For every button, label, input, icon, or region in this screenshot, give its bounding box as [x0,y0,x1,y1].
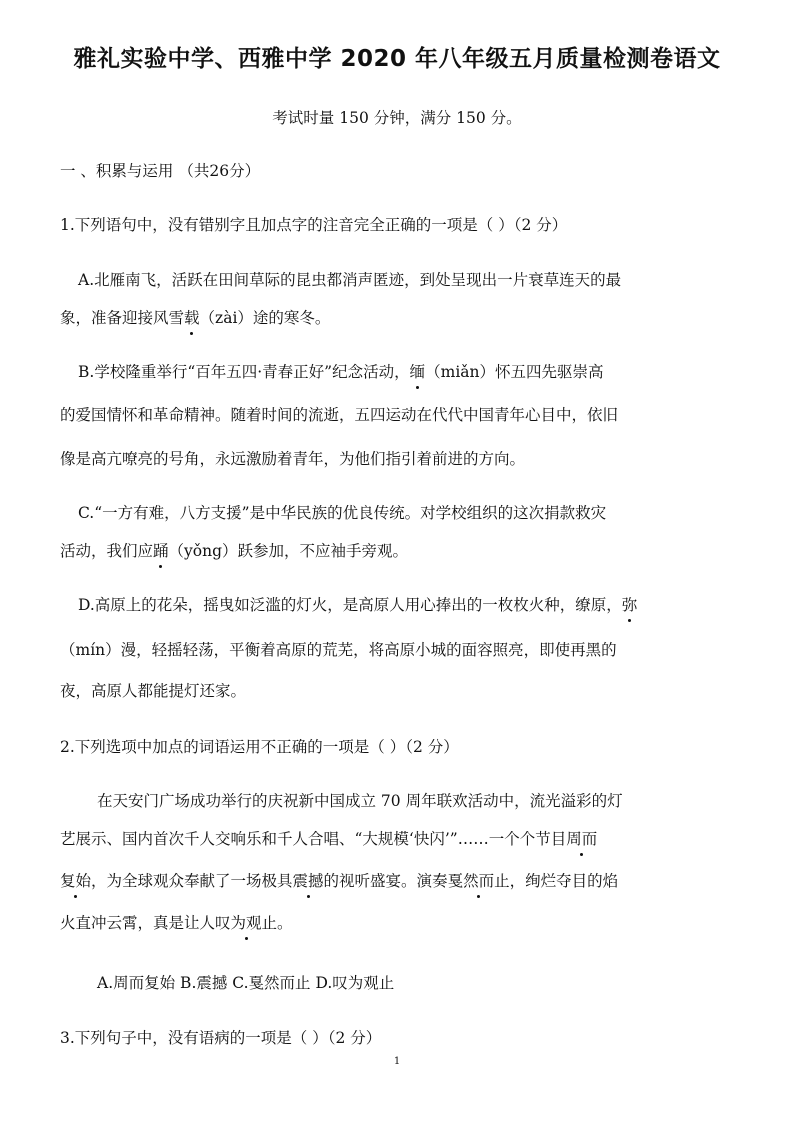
text-segment: B.学校隆重举行“百年五四·青春正好”纪念活动， [78,363,410,381]
text-segment: D.高原上的花朵，摇曳如泛滥的灯火，是高原人用心捧出的一枚枚火种，缭原， [78,596,622,614]
dotted-character: 弥 [621,596,638,614]
text-segment: 火直冲云霄，真是让人 [60,914,216,932]
text-segment: 活动，我们应 [60,542,154,560]
text-segment: 艺展示、国内首次千人交响乐和千人合唱、“大规模‘快闪’”……一个个节目 [60,830,567,848]
question-3-stem: 3.下列句子中，没有语病的一项是（ ）（2 分） [60,1029,382,1047]
q1-option-a-line-2 [60,307,330,329]
q1-option-d-line-2: （mín）漫，轻摇轻荡，平衡着高原的荒芜，将高原小城的面容照亮，即使再黑的 [60,641,617,659]
q2-passage-line-4 [60,912,293,934]
q2-passage-line-3 [60,870,618,892]
q1-option-c-line-1: C.“一方有难，八方支援”是中华民族的优良传统。对学校组织的这次捐款救灾 [78,504,607,522]
dotted-character: 复始 [60,872,92,890]
dotted-character: 载 [184,309,200,327]
q1-option-d-line-3: 夜，高原人都能提灯还家。 [60,682,247,700]
text-segment: ，绚烂夺目的焰 [509,872,619,890]
exam-title: 雅礼实验中学、西雅中学 2020 年八年级五月质量检测卷语文 [73,46,721,72]
q2-passage-line-1: 在天安门广场成功举行的庆祝新中国成立 70 周年联欢活动中，流光溢彩的灯 [97,792,623,810]
q1-option-d-line-1 [78,594,637,616]
dotted-character: 踊 [153,542,169,560]
text-segment: （zài）途的寒冬。 [199,309,331,327]
text-segment: （miǎn）怀五四先驱崇高 [425,363,604,381]
dotted-character: 震撼 [292,872,324,890]
q1-option-a-line-1: A.北雁南飞，活跃在田间草际的昆虫都消声匿迹，到处呈现出一片衰草连天的最 [78,271,622,289]
page-number: 1 [393,1056,401,1067]
dotted-character: 周而 [566,830,598,848]
text-segment: （yǒng）跃参加，不应袖手旁观。 [168,542,409,560]
text-segment: 。 [277,914,293,932]
q1-option-b-line-3: 像是高亢嘹亮的号角，永远激励着青年，为他们指引着前进的方向。 [60,450,526,468]
text-segment: 象，准备迎接风雪 [60,309,185,327]
text-segment: 的视听盛宴。演奏 [323,872,448,890]
q1-option-c-line-2 [60,540,408,562]
text-segment: ，为全球观众奉献了一场极具 [91,872,293,890]
question-1-stem: 1.下列语句中，没有错别字且加点字的注音完全正确的一项是（ ）（2 分） [60,216,568,234]
dotted-character: 戛然而止 [447,872,510,890]
question-2-stem: 2.下列选项中加点的词语运用不正确的一项是（ ）（2 分） [60,738,459,756]
q2-passage-line-2 [60,828,597,850]
q1-option-b-line-1 [78,361,604,383]
dotted-character: 缅 [409,363,426,381]
q1-option-b-line-2: 的爱国情怀和革命精神。随着时间的流逝，五四运动在代代中国青年心目中，依旧 [60,406,619,424]
exam-subtitle: 考试时量 150 分钟，满分 150 分。 [272,109,522,127]
dotted-character: 叹为观止 [215,914,278,932]
section-heading: 一 、积累与运用 （共26分） [60,162,261,180]
q2-options: A.周而复始 B.震撼 C.戛然而止 D.叹为观止 [97,974,395,992]
